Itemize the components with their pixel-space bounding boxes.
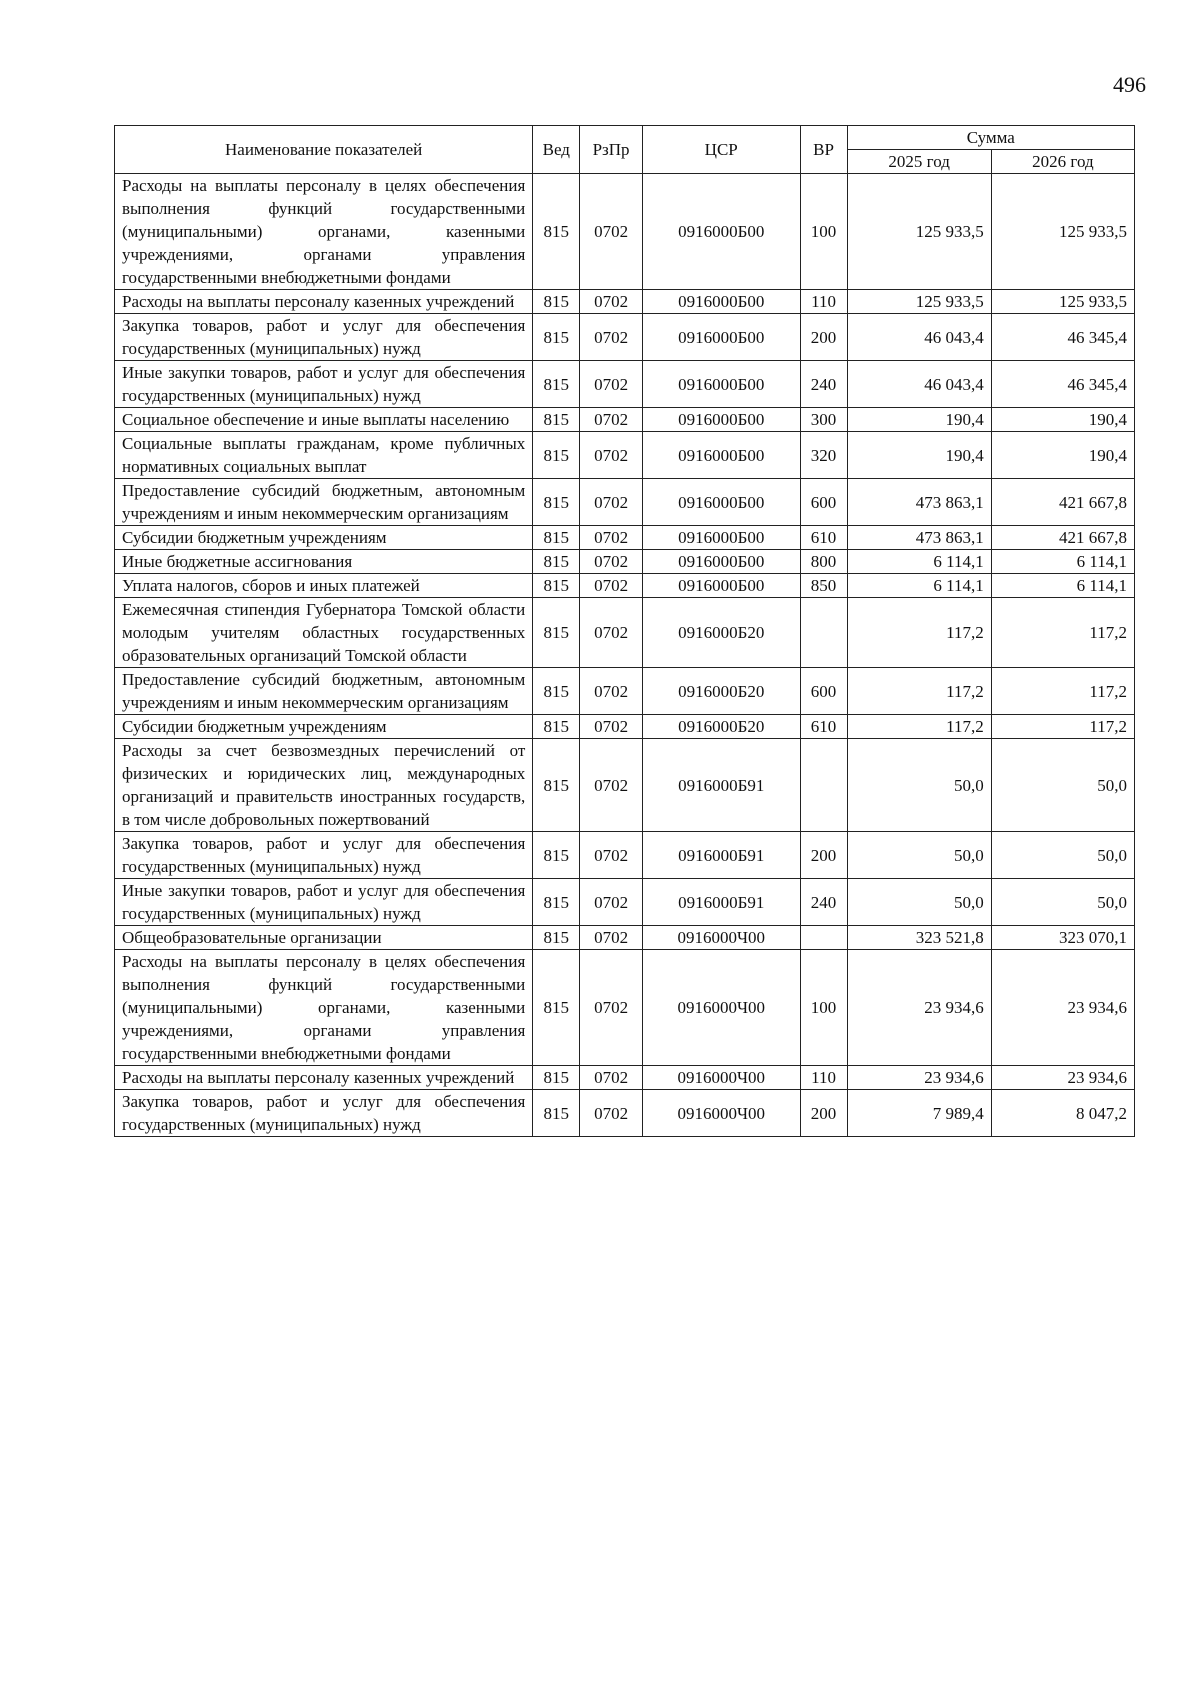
table-row	[115, 1066, 1135, 1090]
row-vr: 100	[800, 950, 847, 1066]
row-amount-2025: 7 989,4	[847, 1090, 991, 1137]
table-body	[115, 174, 1135, 1137]
table-row	[115, 598, 1135, 668]
row-amount-2025: 50,0	[847, 832, 991, 879]
row-name: Предоставление субсидий бюджетным, автономным учреждениям и иным некоммерческим организациям	[115, 479, 533, 526]
row-name: Предоставление субсидий бюджетным, автономным учреждениям и иным некоммерческим организациям	[115, 668, 533, 715]
row-ved: 815	[533, 479, 580, 526]
row-amount-2026: 117,2	[991, 715, 1134, 739]
row-amount-2026: 23 934,6	[991, 950, 1134, 1066]
row-rzpr: 0702	[580, 879, 643, 926]
row-rzpr: 0702	[580, 408, 643, 432]
row-amount-2026: 125 933,5	[991, 174, 1134, 290]
header-rzpr: РзПр	[580, 126, 643, 174]
row-ved: 815	[533, 879, 580, 926]
row-amount-2026: 23 934,6	[991, 1066, 1134, 1090]
row-amount-2026: 6 114,1	[991, 574, 1134, 598]
row-ved: 815	[533, 715, 580, 739]
table-row	[115, 408, 1135, 432]
header-name: Наименование показателей	[115, 126, 533, 174]
row-name: Ежемесячная стипендия Губернатора Томской области молодым учителям областных государственных образовательных организаций Томской области	[115, 598, 533, 668]
row-amount-2026: 8 047,2	[991, 1090, 1134, 1137]
row-amount-2026: 190,4	[991, 408, 1134, 432]
table-row	[115, 361, 1135, 408]
row-ved: 815	[533, 668, 580, 715]
row-csr: 0916000Б91	[642, 739, 800, 832]
row-amount-2025: 50,0	[847, 879, 991, 926]
header-ved: Вед	[533, 126, 580, 174]
row-ved: 815	[533, 574, 580, 598]
row-name: Общеобразовательные организации	[115, 926, 533, 950]
row-rzpr: 0702	[580, 1066, 643, 1090]
row-amount-2025: 473 863,1	[847, 526, 991, 550]
row-csr: 0916000Ч00	[642, 950, 800, 1066]
row-csr: 0916000Б00	[642, 526, 800, 550]
row-rzpr: 0702	[580, 432, 643, 479]
row-name: Уплата налогов, сборов и иных платежей	[115, 574, 533, 598]
row-csr: 0916000Б00	[642, 432, 800, 479]
row-ved: 815	[533, 1066, 580, 1090]
row-amount-2025: 190,4	[847, 432, 991, 479]
row-name: Иные бюджетные ассигнования	[115, 550, 533, 574]
row-name: Расходы на выплаты персоналу казенных учреждений	[115, 290, 533, 314]
row-amount-2025: 117,2	[847, 715, 991, 739]
row-csr: 0916000Ч00	[642, 1066, 800, 1090]
row-amount-2025: 117,2	[847, 668, 991, 715]
row-name: Иные закупки товаров, работ и услуг для обеспечения государственных (муниципальных) нужд	[115, 879, 533, 926]
row-amount-2026: 50,0	[991, 832, 1134, 879]
row-amount-2025: 23 934,6	[847, 1066, 991, 1090]
page-number: 496	[1113, 72, 1146, 97]
row-ved: 815	[533, 314, 580, 361]
row-name: Закупка товаров, работ и услуг для обеспечения государственных (муниципальных) нужд	[115, 832, 533, 879]
row-amount-2025: 473 863,1	[847, 479, 991, 526]
row-amount-2026: 421 667,8	[991, 526, 1134, 550]
row-vr	[800, 598, 847, 668]
row-vr: 110	[800, 290, 847, 314]
row-amount-2026: 50,0	[991, 879, 1134, 926]
row-amount-2026: 323 070,1	[991, 926, 1134, 950]
row-csr: 0916000Ч00	[642, 926, 800, 950]
row-name: Расходы за счет безвозмездных перечислений от физических и юридических лиц, международных организаций и правительств иностранных государств, в том числе добровольных пожертвований	[115, 739, 533, 832]
row-vr: 110	[800, 1066, 847, 1090]
row-ved: 815	[533, 598, 580, 668]
table-row	[115, 479, 1135, 526]
row-rzpr: 0702	[580, 926, 643, 950]
row-ved: 815	[533, 526, 580, 550]
row-csr: 0916000Б91	[642, 879, 800, 926]
row-amount-2026: 46 345,4	[991, 361, 1134, 408]
row-csr: 0916000Б91	[642, 832, 800, 879]
row-ved: 815	[533, 174, 580, 290]
row-name: Расходы на выплаты персоналу казенных учреждений	[115, 1066, 533, 1090]
row-amount-2025: 117,2	[847, 598, 991, 668]
row-csr: 0916000Б00	[642, 361, 800, 408]
row-name: Закупка товаров, работ и услуг для обеспечения государственных (муниципальных) нужд	[115, 1090, 533, 1137]
row-amount-2026: 6 114,1	[991, 550, 1134, 574]
row-name: Социальные выплаты гражданам, кроме публичных нормативных социальных выплат	[115, 432, 533, 479]
header-sum: Сумма	[847, 126, 1134, 150]
table-row	[115, 926, 1135, 950]
row-csr: 0916000Б00	[642, 479, 800, 526]
row-amount-2025: 125 933,5	[847, 174, 991, 290]
row-vr: 320	[800, 432, 847, 479]
row-rzpr: 0702	[580, 574, 643, 598]
table-row	[115, 668, 1135, 715]
table-header	[115, 126, 1135, 174]
row-rzpr: 0702	[580, 668, 643, 715]
row-amount-2025: 50,0	[847, 739, 991, 832]
table-row	[115, 950, 1135, 1066]
row-csr: 0916000Б00	[642, 290, 800, 314]
row-rzpr: 0702	[580, 526, 643, 550]
row-ved: 815	[533, 739, 580, 832]
row-amount-2026: 117,2	[991, 598, 1134, 668]
row-vr: 600	[800, 668, 847, 715]
header-year-2025: 2025 год	[847, 150, 991, 174]
row-amount-2025: 6 114,1	[847, 550, 991, 574]
row-ved: 815	[533, 1090, 580, 1137]
table-row	[115, 550, 1135, 574]
row-csr: 0916000Б00	[642, 174, 800, 290]
row-rzpr: 0702	[580, 550, 643, 574]
row-vr: 200	[800, 1090, 847, 1137]
row-amount-2025: 23 934,6	[847, 950, 991, 1066]
row-ved: 815	[533, 832, 580, 879]
row-name: Субсидии бюджетным учреждениям	[115, 715, 533, 739]
row-ved: 815	[533, 432, 580, 479]
row-vr: 850	[800, 574, 847, 598]
row-vr	[800, 739, 847, 832]
row-rzpr: 0702	[580, 950, 643, 1066]
row-amount-2025: 323 521,8	[847, 926, 991, 950]
row-amount-2026: 421 667,8	[991, 479, 1134, 526]
row-amount-2025: 125 933,5	[847, 290, 991, 314]
row-rzpr: 0702	[580, 314, 643, 361]
row-csr: 0916000Б20	[642, 715, 800, 739]
row-vr: 100	[800, 174, 847, 290]
row-rzpr: 0702	[580, 715, 643, 739]
row-ved: 815	[533, 361, 580, 408]
row-rzpr: 0702	[580, 174, 643, 290]
row-amount-2026: 190,4	[991, 432, 1134, 479]
row-rzpr: 0702	[580, 290, 643, 314]
table-row	[115, 432, 1135, 479]
row-amount-2026: 117,2	[991, 668, 1134, 715]
row-csr: 0916000Б00	[642, 574, 800, 598]
row-vr: 300	[800, 408, 847, 432]
header-year-2026: 2026 год	[991, 150, 1134, 174]
row-ved: 815	[533, 550, 580, 574]
row-rzpr: 0702	[580, 832, 643, 879]
table-row	[115, 526, 1135, 550]
row-amount-2026: 46 345,4	[991, 314, 1134, 361]
row-vr	[800, 926, 847, 950]
table-row	[115, 739, 1135, 832]
row-csr: 0916000Ч00	[642, 1090, 800, 1137]
row-amount-2025: 46 043,4	[847, 361, 991, 408]
row-amount-2025: 46 043,4	[847, 314, 991, 361]
row-name: Расходы на выплаты персоналу в целях обеспечения выполнения функций государственными (муниципальными) органами, казенными учреждениями, органами управления государственными внебюджетными фондами	[115, 174, 533, 290]
row-vr: 800	[800, 550, 847, 574]
row-name: Социальное обеспечение и иные выплаты населению	[115, 408, 533, 432]
table-row	[115, 314, 1135, 361]
row-amount-2026: 125 933,5	[991, 290, 1134, 314]
header-vr: ВР	[800, 126, 847, 174]
row-ved: 815	[533, 290, 580, 314]
row-vr: 240	[800, 361, 847, 408]
table-row	[115, 574, 1135, 598]
row-vr: 610	[800, 526, 847, 550]
row-ved: 815	[533, 926, 580, 950]
row-rzpr: 0702	[580, 739, 643, 832]
row-rzpr: 0702	[580, 1090, 643, 1137]
row-csr: 0916000Б00	[642, 408, 800, 432]
row-amount-2025: 190,4	[847, 408, 991, 432]
row-ved: 815	[533, 950, 580, 1066]
row-amount-2025: 6 114,1	[847, 574, 991, 598]
row-rzpr: 0702	[580, 598, 643, 668]
row-vr: 240	[800, 879, 847, 926]
row-csr: 0916000Б00	[642, 314, 800, 361]
table-row	[115, 290, 1135, 314]
row-amount-2026: 50,0	[991, 739, 1134, 832]
row-csr: 0916000Б20	[642, 668, 800, 715]
row-name: Расходы на выплаты персоналу в целях обеспечения выполнения функций государственными (муниципальными) органами, казенными учреждениями, органами управления государственными внебюджетными фондами	[115, 950, 533, 1066]
table-row	[115, 832, 1135, 879]
row-csr: 0916000Б20	[642, 598, 800, 668]
row-vr: 610	[800, 715, 847, 739]
row-name: Субсидии бюджетным учреждениям	[115, 526, 533, 550]
row-rzpr: 0702	[580, 479, 643, 526]
header-csr: ЦСР	[642, 126, 800, 174]
row-rzpr: 0702	[580, 361, 643, 408]
row-vr: 200	[800, 314, 847, 361]
row-name: Иные закупки товаров, работ и услуг для обеспечения государственных (муниципальных) нужд	[115, 361, 533, 408]
row-ved: 815	[533, 408, 580, 432]
row-vr: 600	[800, 479, 847, 526]
row-name: Закупка товаров, работ и услуг для обеспечения государственных (муниципальных) нужд	[115, 314, 533, 361]
table-row	[115, 879, 1135, 926]
row-vr: 200	[800, 832, 847, 879]
table-row	[115, 174, 1135, 290]
budget-table	[114, 125, 1135, 1137]
row-csr: 0916000Б00	[642, 550, 800, 574]
table-row	[115, 715, 1135, 739]
table-row	[115, 1090, 1135, 1137]
